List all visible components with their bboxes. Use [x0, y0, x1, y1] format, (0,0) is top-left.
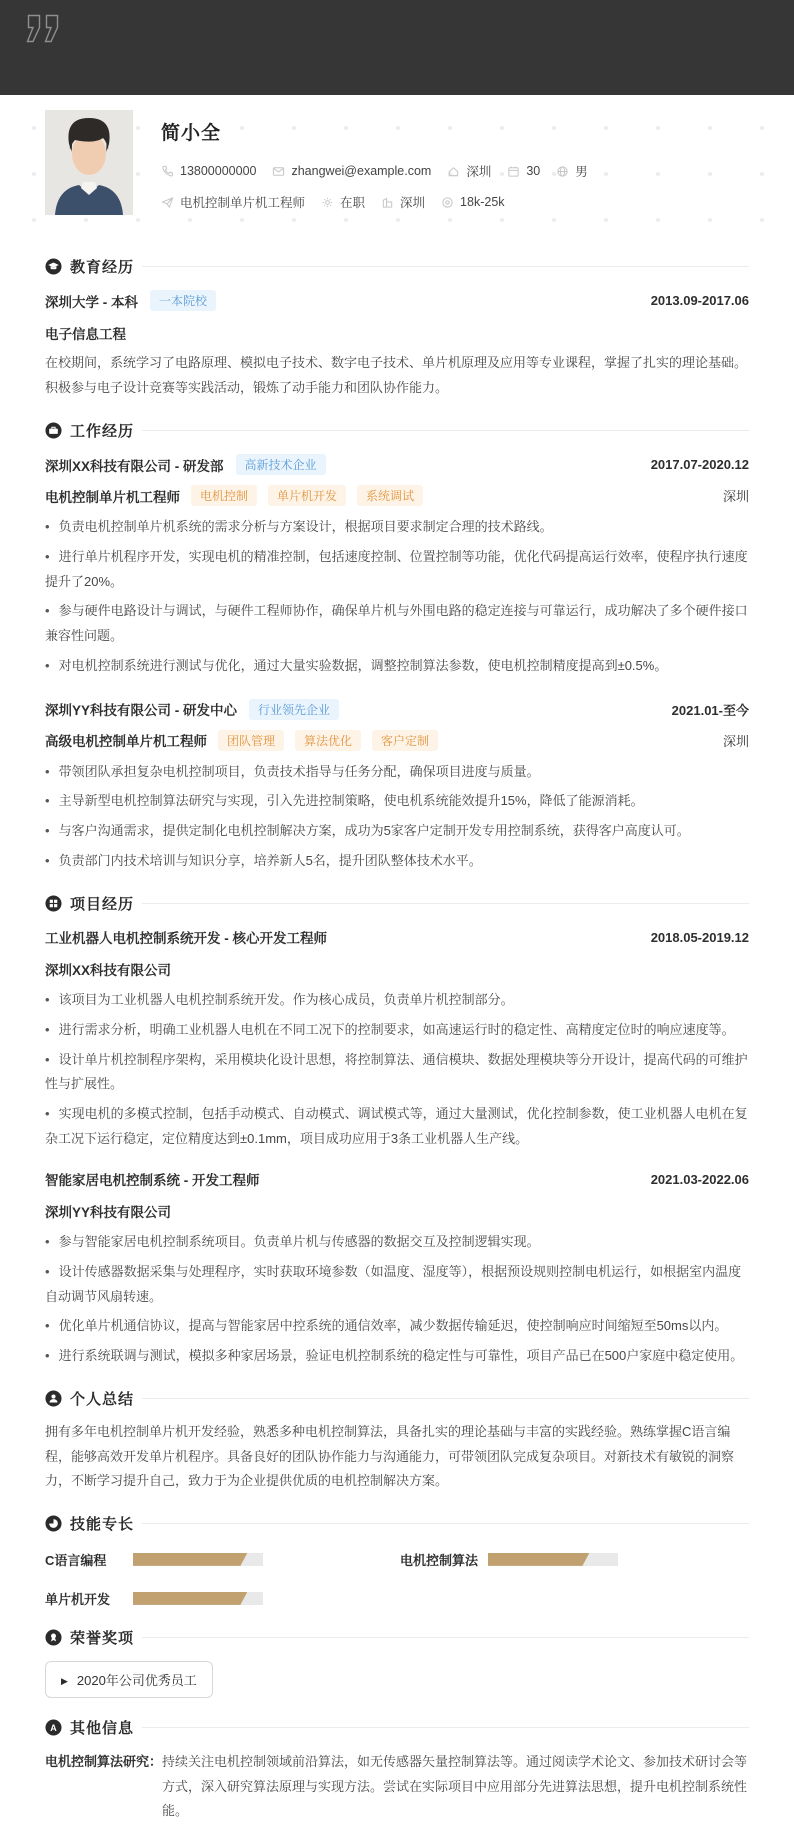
contact-gender — [556, 162, 588, 180]
profile-photo — [45, 110, 133, 215]
education-section-header — [45, 257, 749, 275]
bullet-item: • 进行单片机程序开发，实现电机的精准控制，包括速度控制、位置控制等功能，优化代码提高运行效率，使程序执行速度提升了20%。 — [45, 545, 749, 594]
major-name: 电子信息工程 — [45, 327, 126, 342]
job-role: 高级电机控制单片机工程师 — [45, 734, 207, 749]
job-bullet-list — [45, 515, 749, 678]
job-status-icon — [321, 196, 334, 209]
bullet-item: • 与客户沟通需求，提供定制化电机控制解决方案，成功为5家客户定制开发专用控制系统，获得客户高度认可。 — [45, 819, 749, 844]
bullet-item: • 该项目为工业机器人电机控制系统开发。作为核心成员，负责单片机控制部分。 — [45, 988, 749, 1013]
company-name: 深圳XX科技有限公司 - 研发部 — [45, 458, 224, 474]
skill-bar-fill — [133, 1592, 247, 1605]
profile-section — [0, 95, 794, 236]
projects-section-header — [45, 894, 749, 912]
home-icon — [447, 165, 460, 178]
project-company: 深圳XX科技有限公司 — [45, 963, 172, 979]
skill-bar — [133, 1592, 263, 1605]
top-banner — [0, 0, 794, 95]
contact-phone — [161, 164, 256, 178]
bullet-item: • 设计传感器数据采集与处理程序，实时获取环境参数（如温度、湿度等），根据预设规则控制电机运行，如根据室内温度自动调节风扇转速。 — [45, 1260, 749, 1309]
gender-icon — [556, 165, 569, 178]
svg-text:A: A — [50, 1723, 57, 1734]
section-divider — [142, 1523, 749, 1524]
other-info-row — [45, 1750, 749, 1824]
phone-icon — [161, 165, 174, 178]
honors-section-title: 荣誉奖项 — [70, 1630, 135, 1648]
skills-section-header — [45, 1515, 749, 1533]
position-icon — [161, 196, 174, 209]
age-icon — [507, 165, 520, 178]
salary-text: 18k-25k — [460, 195, 505, 209]
project-date: 2018.05-2019.12 — [650, 929, 749, 945]
bullet-item: • 主导新型电机控制算法研究与实现，引入先进控制策略，使电机系统能效提升15%，降低了能源消耗。 — [45, 789, 749, 814]
job-status-item — [321, 193, 365, 211]
skill-item — [400, 1550, 749, 1569]
job-tag: 系统调试 — [357, 485, 423, 506]
gender-text: 男 — [575, 165, 588, 179]
age-text: 30 — [526, 164, 541, 178]
company-tag: 高新技术企业 — [236, 454, 326, 475]
job-title-text: 电机控制单片机工程师 — [180, 196, 306, 210]
bullet-item: • 参与智能家居电机控制系统项目。负责单片机与传感器的数据交互及控制逻辑实现。 — [45, 1230, 749, 1255]
honors-icon — [45, 1629, 62, 1646]
resume-content — [0, 257, 794, 1824]
projects-icon — [45, 895, 62, 912]
location-text: 深圳 — [466, 165, 492, 179]
job-role-row — [45, 730, 749, 751]
work-section-header — [45, 421, 749, 439]
project-entry-header — [45, 927, 749, 947]
skills-icon — [45, 1515, 62, 1532]
work-section-title: 工作经历 — [70, 422, 135, 440]
project-name: 智能家居电机控制系统 - 开发工程师 — [45, 1173, 260, 1189]
skills-grid — [45, 1550, 749, 1608]
bullet-item: • 实现电机的多模式控制，包括手动模式、自动模式、调试模式等，通过大量测试，优化控制参数，使工业机器人电机在复杂工况下运行稳定，定位精度达到±0.1mm，项目成功应用于3条工业机器人生产线。 — [45, 1102, 749, 1151]
education-entry-header — [45, 290, 749, 311]
skill-bar-fill — [133, 1553, 247, 1566]
honor-expand-button[interactable] — [45, 1661, 213, 1698]
contact-row-1 — [161, 162, 604, 180]
bullet-item: • 负责电机控制单片机系统的需求分析与方案设计，根据项目要求制定合理的技术路线。 — [45, 515, 749, 540]
section-divider — [142, 266, 749, 267]
city-icon — [381, 196, 394, 209]
other-section-header — [45, 1719, 749, 1737]
job-role-row — [45, 485, 749, 506]
section-divider — [142, 903, 749, 904]
other-info-text: 持续关注电机控制领域前沿算法，如无传感器矢量控制算法等。通过阅读学术论文、参加技术研讨会等方式，深入研究算法原理与实现方法。尝试在实际项目中应用部分先进算法思想，提升电机控制系统性能。 — [162, 1753, 748, 1819]
job-tag: 电机控制 — [191, 485, 257, 506]
skills-section-title: 技能专长 — [70, 1516, 135, 1534]
job-entry-header — [45, 454, 749, 475]
bullet-item: • 对电机控制系统进行测试与优化，通过大量实验数据，调整控制算法参数，使电机控制精度提高到±0.5%。 — [45, 654, 749, 679]
bullet-item: • 负责部门内技术培训与知识分享，培养新人5名，提升团队整体技术水平。 — [45, 849, 749, 874]
other-info-icon — [45, 1719, 62, 1736]
education-section-title: 教育经历 — [70, 258, 135, 276]
job-title-item — [161, 193, 305, 211]
job-tag: 客户定制 — [372, 730, 438, 751]
projects-section-title: 项目经历 — [70, 895, 135, 913]
section-divider — [142, 1637, 749, 1638]
project-bullet-list — [45, 1230, 749, 1368]
skill-bar — [133, 1553, 263, 1566]
project-date: 2021.03-2022.06 — [650, 1171, 749, 1187]
job-date: 2021.01-至今 — [671, 702, 749, 718]
skill-name: 单片机开发 — [45, 1591, 111, 1607]
contact-location — [447, 162, 491, 180]
skill-name: C语言编程 — [45, 1552, 107, 1568]
bullet-item: • 参与硬件电路设计与调试，与硬件工程师协作，确保单片机与外围电路的稳定连接与可靠运行，成功解决了多个硬件接口兼容性问题。 — [45, 599, 749, 648]
school-tag: 一本院校 — [150, 290, 216, 311]
skill-name: 电机控制算法 — [400, 1552, 479, 1568]
section-divider — [142, 430, 749, 431]
bullet-item: • 进行需求分析，明确工业机器人电机在不同工况下的控制要求，如高速运行时的稳定性、高精度定位时的响应速度等。 — [45, 1018, 749, 1043]
contact-row-2 — [161, 193, 604, 211]
candidate-name: 简小全 — [161, 123, 222, 144]
job-tag: 单片机开发 — [268, 485, 346, 506]
bullet-item: • 进行系统联调与测试，模拟多种家居场景，验证电机控制系统的稳定性与可靠性，项目产品已在500户家庭中稳定使用。 — [45, 1344, 749, 1369]
work-icon — [45, 422, 62, 439]
job-status-text: 在职 — [340, 196, 366, 210]
bullet-item: • 优化单片机通信协议，提高与智能家居中控系统的通信效率，减少数据传输延迟，使控制响应时间缩短至50ms以内。 — [45, 1314, 749, 1339]
company-name: 深圳YY科技有限公司 - 研发中心 — [45, 703, 238, 718]
email-address: zhangwei@example.com — [291, 164, 432, 178]
summary-section-header — [45, 1390, 749, 1408]
section-divider — [142, 1727, 749, 1728]
summary-icon — [45, 1390, 62, 1407]
contact-age — [507, 164, 540, 178]
other-section-title: 其他信息 — [70, 1720, 135, 1738]
job-location: 深圳 — [722, 489, 749, 505]
job-entry-header — [45, 699, 749, 720]
project-bullet-list — [45, 988, 749, 1151]
bullet-item: • 设计单片机控制程序架构，采用模块化设计思想，将控制算法、通信模块、数据处理模块等分开设计，提高代码的可维护性与扩展性。 — [45, 1048, 749, 1097]
skill-item — [45, 1550, 400, 1569]
job-city-item — [381, 193, 425, 211]
job-city-text: 深圳 — [400, 196, 426, 210]
education-description: 在校期间，系统学习了电路原理、模拟电子技术、数字电子技术、单片机原理及应用等专业课程，掌握了扎实的理论基础。积极参与电子设计竞赛等实践活动，锻炼了动手能力和团队协作能力。 — [45, 355, 748, 395]
education-date: 2013.09-2017.06 — [650, 293, 749, 308]
skill-item — [45, 1589, 400, 1608]
job-tag: 团队管理 — [218, 730, 284, 751]
job-role: 电机控制单片机工程师 — [45, 489, 180, 505]
phone-number: 13800000000 — [180, 164, 257, 178]
other-info-label: 电机控制算法研究： — [45, 1753, 163, 1769]
profile-info — [161, 110, 604, 224]
school-name: 深圳大学 - 本科 — [45, 294, 138, 310]
salary-icon — [441, 196, 454, 209]
summary-section-title: 个人总结 — [70, 1391, 135, 1409]
job-bullet-list — [45, 760, 749, 874]
quote-icon — [25, 13, 65, 50]
bullet-item: • 带领团队承担复杂电机控制项目，负责技术指导与任务分配，确保项目进度与质量。 — [45, 760, 749, 785]
company-tag: 行业领先企业 — [249, 699, 339, 720]
project-name: 工业机器人电机控制系统开发 - 核心开发工程师 — [45, 931, 327, 947]
mail-icon — [272, 165, 285, 178]
honor-text: 2020年公司优秀员工 — [76, 1672, 197, 1688]
job-tag: 算法优化 — [295, 730, 361, 751]
job-date: 2017.07-2020.12 — [650, 457, 749, 473]
honors-section-header — [45, 1629, 749, 1647]
job-location: 深圳 — [722, 733, 749, 749]
education-icon — [45, 258, 62, 275]
skill-bar — [488, 1553, 618, 1566]
project-company: 深圳YY科技有限公司 — [45, 1205, 172, 1221]
salary-item — [441, 195, 504, 209]
skill-bar-fill — [488, 1553, 589, 1566]
expand-arrow-icon — [61, 1672, 68, 1687]
section-divider — [142, 1398, 749, 1399]
project-entry-header — [45, 1169, 749, 1189]
summary-text: 拥有多年电机控制单片机开发经验，熟悉多种电机控制算法，具备扎实的理论基础与丰富的实践经验。熟练掌握C语言编程，能够高效开发单片机程序。具备良好的团队协作能力与沟通能力，可带领团队完成复杂项目。对新技术有敏锐的洞察力，不断学习提升自己，致力于为企业提供优质的电机控制解决方案。 — [45, 1423, 735, 1489]
contact-email — [272, 164, 431, 178]
